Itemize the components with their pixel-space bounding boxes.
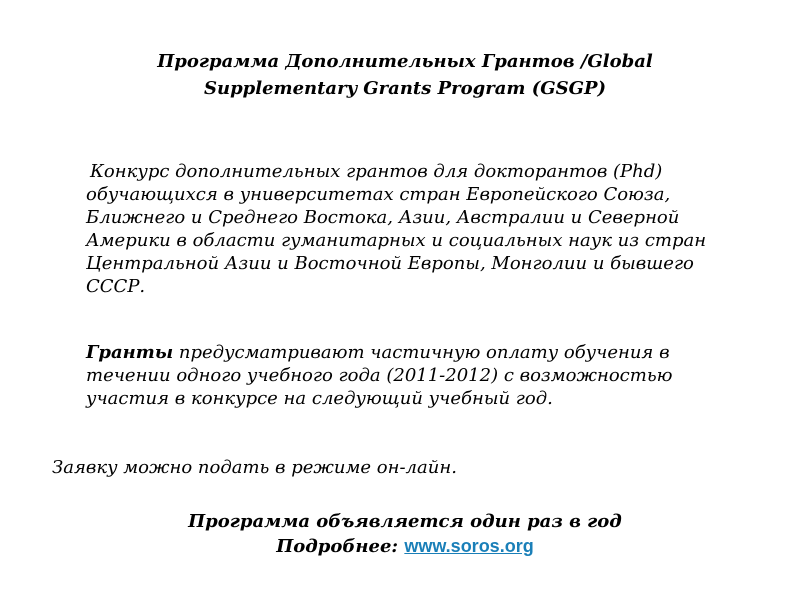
more-info-label: Подробнее:	[276, 536, 405, 557]
apply-online-note: Заявку можно подать в режиме он-лайн.	[52, 457, 457, 478]
contest-description: Конкурс дополнительных грантов для докторантов (Phd) обучающихся в университетах стран Европейского Союза, Ближнего и Среднего Востока, Азии, Австралии и Северной Америки в области гуманитарных и социальных наук из стран Центральной Азии и Восточной Европы, Монголии и бывшего СССР.	[86, 161, 707, 297]
grants-description-text: предусматривают частичную оплату обучения в течении одного учебного года (2011-2012) с возможностью участия в конкурсе на следующий учебный год.	[86, 342, 673, 409]
slide-title	[60, 48, 750, 102]
footer	[60, 510, 750, 559]
annual-announcement: Программа объявляется один раз в год	[188, 511, 622, 532]
grants-lead-word: Гранты	[86, 342, 174, 363]
soros-website-link[interactable]: www.soros.org	[404, 536, 534, 556]
more-info-line	[60, 534, 750, 559]
title-line-2: Supplementary Grants Program (GSGP)	[203, 78, 607, 99]
grants-description	[86, 341, 726, 410]
title-line-1: Программа Дополнительных Грантов /Global	[157, 51, 653, 72]
